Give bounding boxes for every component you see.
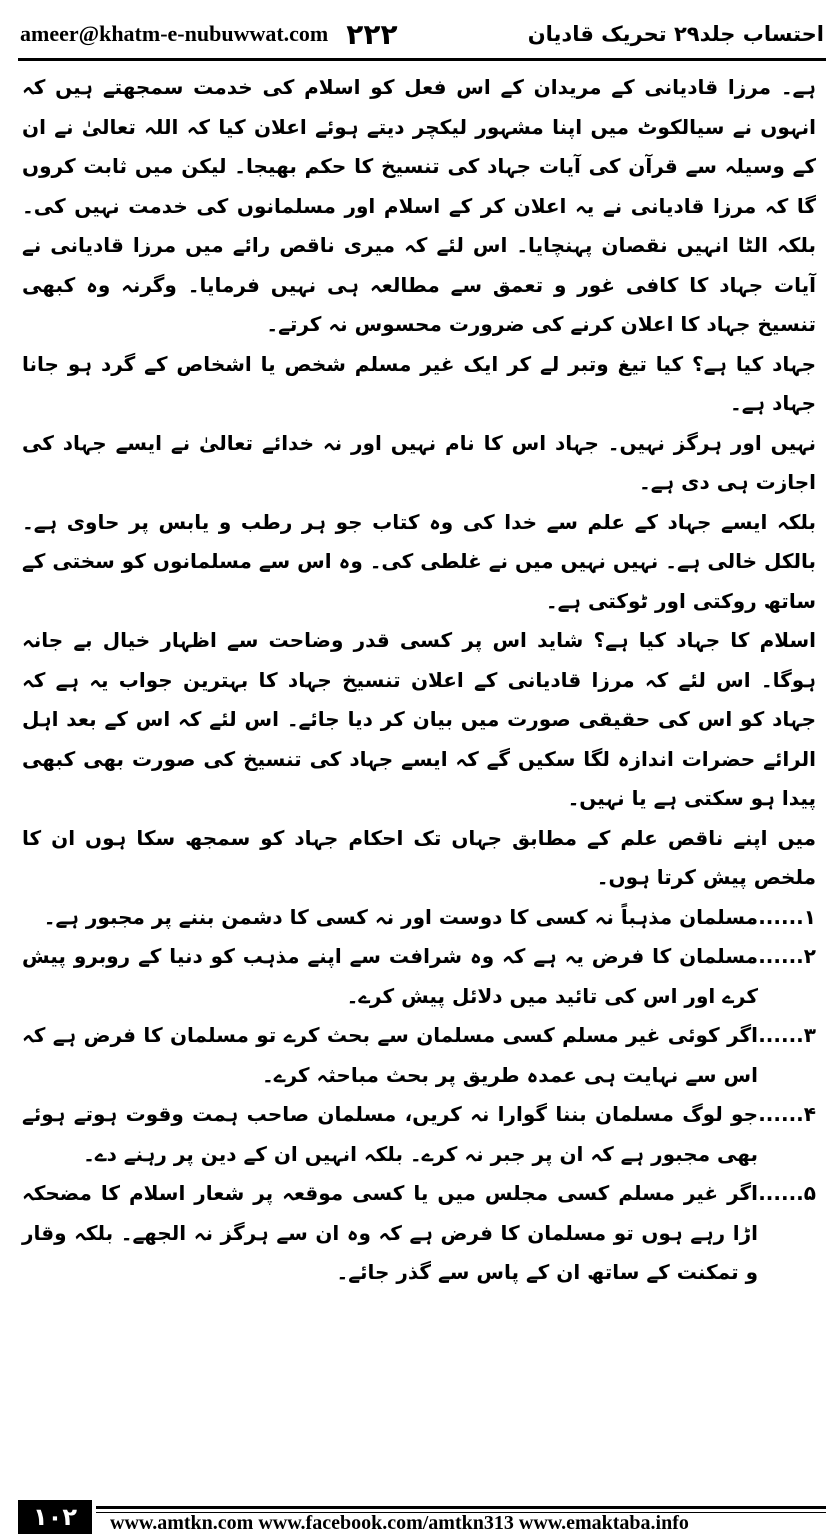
footer-links: www.amtkn.com www.facebook.com/amtkn313 www.emaktaba.info xyxy=(110,1512,689,1534)
list-item-number: ۴...... xyxy=(758,1102,816,1126)
header-email: ameer@khatm-e-nubuwwat.com xyxy=(20,21,329,46)
list-item-text: اگر کوئی غیر مسلم کسی مسلمان سے بحث کرے تو مسلمان کا فرض ہے کہ اس سے نہایت ہی عمدہ طریق پر بحث مباحثہ کرے۔ xyxy=(22,1023,758,1087)
list-item-number: ۳...... xyxy=(758,1023,816,1047)
intro-paragraph: ہے۔ مرزا قادیانی کے مریدان کے اس فعل کو اسلام کی خدمت سمجھتے ہیں کہ انہوں نے سیالکوٹ میں اپنا مشہور لیکچر دیتے ہوئے اعلان کیا کہ اللہ تعالیٰ نے ان کے وسیلہ سے قرآن کی آیات جہاد کی تنسیخ کا حکم بھیجا۔ لیکن میں ثابت کروں گا کہ مرزا قادیانی نے یہ اعلان کر کے اسلام اور مسلمانوں کی خدمت نہیں کی۔ بلکہ الٹا انہیں نقصان پہنچایا۔ اس لئے کہ میری ناقص رائے میں مرزا قادیانی نے آیات جہاد کا کافی غور و تعمق سے مطالعہ ہی نہیں فرمایا۔ وگرنہ وہ کبھی تنسیخ جہاد کا اعلان کرنے کی ضرورت محسوس نہ کرتے۔ xyxy=(22,75,816,336)
list-item xyxy=(22,937,816,1016)
paragraph-what-is-jihad: جہاد کیا ہے؟ کیا تیغ وتبر لے کر ایک غیر مسلم شخص یا اشخاص کے گرد ہو جانا جہاد ہے۔ xyxy=(22,351,816,415)
paragraph-book-of-god: بلکہ ایسے جہاد کے علم سے خدا کی وہ کتاب جو ہر رطب و یابس پر حاوی ہے۔ بالکل خالی ہے۔ نہیں نہیں میں نے غلطی کی۔ وہ اس سے مسلمانوں کو سختی کے ساتھ روکتی اور ٹوکتی ہے۔ xyxy=(22,509,816,613)
footer-page-number: ۱۰۲ xyxy=(18,1500,92,1534)
list-item-number: ۱...... xyxy=(758,904,816,929)
list-item-text: جو لوگ مسلمان بننا گوارا نہ کریں، مسلمان صاحب ہمت وقوت ہوتے ہوئے بھی مجبور ہے کہ ان پر جبر نہ کرے۔ بلکہ انہیں ان کے دین پر رہنے دے۔ xyxy=(22,1102,758,1166)
header-book-title: احتساب جلد۲۹ تحریک قادیان xyxy=(527,22,824,46)
page-header xyxy=(20,14,824,54)
list-item-number: ۵...... xyxy=(758,1181,816,1205)
paragraph-summary-intro: میں اپنے ناقص علم کے مطابق جہاں تک احکام جہاد کو سمجھ سکا ہوں ان کا ملخص پیش کرتا ہوں۔ xyxy=(22,825,816,889)
list-item-number: ۲...... xyxy=(758,944,816,968)
page-body xyxy=(22,68,816,1293)
list-item-text: مسلمان کا فرض یہ ہے کہ وہ شرافت سے اپنے مذہب کو دنیا کے روبرو پیش کرے اور اس کی تائید میں دلائل پیش کرے۔ xyxy=(22,944,758,1008)
page-footer xyxy=(18,1500,826,1534)
list-item xyxy=(22,1095,816,1174)
list-item xyxy=(22,1016,816,1095)
list-item-text: مسلمان مذہباً نہ کسی کا دوست اور نہ کسی کا دشمن بننے پر مجبور ہے۔ xyxy=(43,904,758,929)
header-left xyxy=(20,18,398,51)
list-item xyxy=(22,898,816,938)
header-rule xyxy=(18,58,826,61)
paragraph-islamic-jihad: اسلام کا جہاد کیا ہے؟ شاید اس پر کسی قدر وضاحت سے اظہار خیال بے جانہ ہوگا۔ اس لئے کہ مرزا قادیانی کے اعلان تنسیخ جہاد کا بہترین جواب یہ ہے کہ جہاد کو اس کی حقیقی صورت میں بیان کر دیا جائے۔ اس لئے کہ اس کے بعد اہل الرائے حضرات اندازہ لگا سکیں گے کہ ایسے جہاد کی تنسیخ کی صورت بھی کبھی پیدا ہو سکتی ہے یا نہیں۔ xyxy=(22,628,816,810)
list-item xyxy=(22,1174,816,1293)
footer-rule xyxy=(96,1506,826,1509)
header-page-number: ۲۲۲ xyxy=(346,17,398,51)
list-item-text: اگر غیر مسلم کسی مجلس میں یا کسی موقعہ پر شعار اسلام کا مضحکہ اڑا رہے ہوں تو مسلمان کا فرض ہے کہ وہ ان سے ہرگز نہ الجھے۔ بلکہ وقار و تمکنت کے ساتھ ان کے پاس سے گذر جائے۔ xyxy=(22,1181,758,1284)
paragraph-never: نہیں اور ہرگز نہیں۔ جہاد اس کا نام نہیں اور نہ خدائے تعالیٰ نے ایسے جہاد کی اجازت ہی دی ہے۔ xyxy=(22,430,816,494)
